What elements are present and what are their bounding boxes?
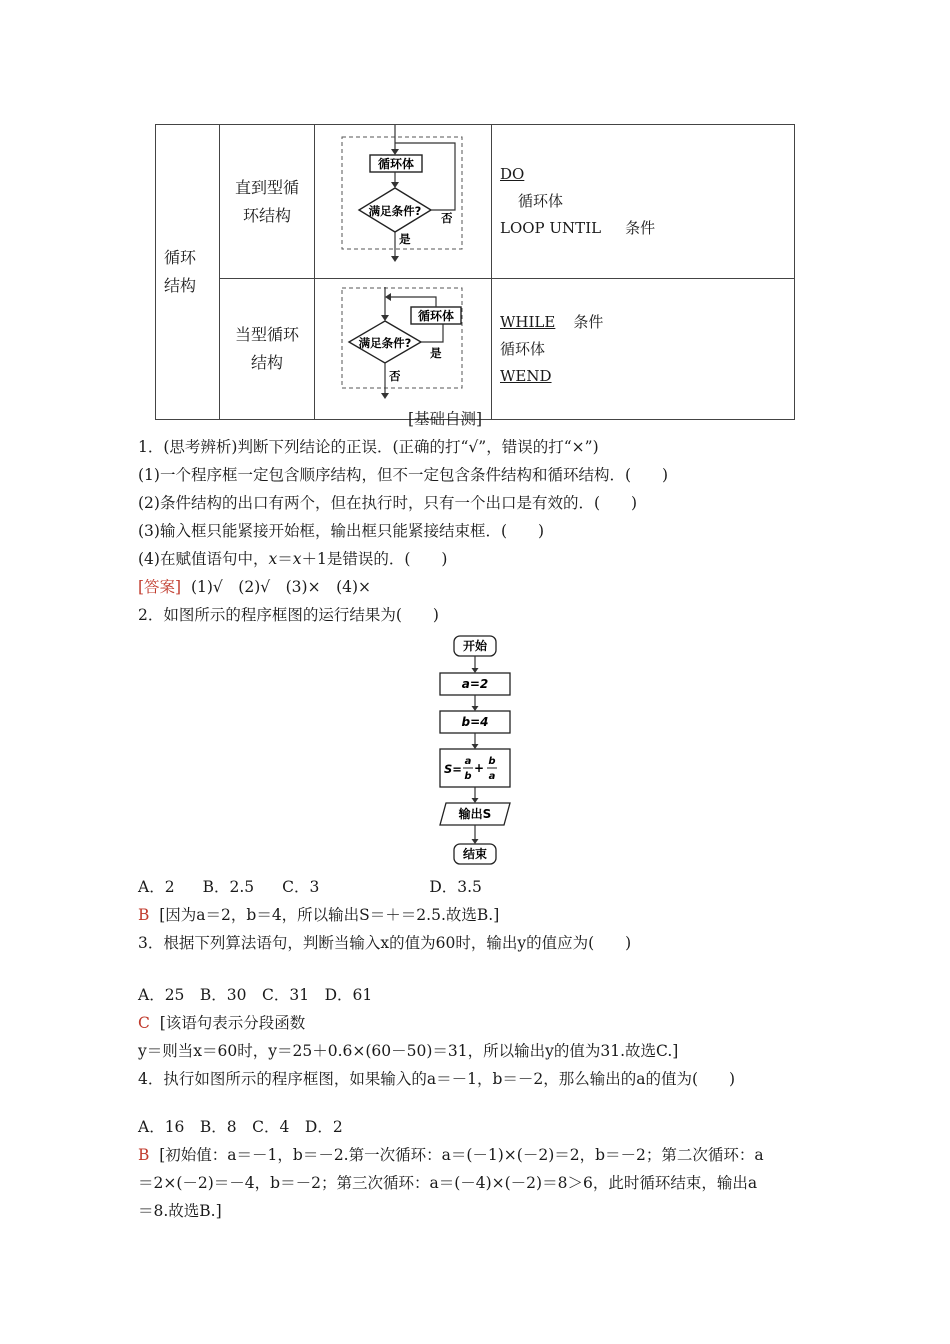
answer-tag: [答案]: [138, 578, 182, 596]
until-kw-do: DO: [500, 165, 525, 183]
while-no-label: 否: [389, 369, 401, 383]
row1-name-cell: [220, 125, 315, 279]
while-code-cond: 条件: [573, 312, 604, 331]
flow-frac1-num: a: [464, 756, 472, 767]
row1-chart-cell: [315, 125, 492, 279]
flow-end-text: 结束: [462, 847, 488, 861]
flow-output-text: 输出S: [458, 807, 492, 821]
q2-option-b: B．2.5: [202, 878, 255, 896]
while-code-body: 循环体: [500, 339, 546, 358]
flow-frac2-num: b: [488, 756, 496, 767]
until-code-cond: 条件: [625, 219, 656, 237]
flow-plus: +: [473, 761, 485, 775]
q3-options: A．25 B．30 C．31 D．61: [138, 986, 373, 1004]
flow-assign-a-text: a=2: [461, 677, 489, 691]
q1-item-2: (2)条件结构的出口有两个，但在执行时，只有一个出口是有效的．( ): [138, 494, 638, 512]
q2-explanation: [因为a＝2，b＝4，所以输出S＝＋＝2.5.故选B.]: [159, 906, 500, 924]
q4-explanation-1: [初始值：a＝－1，b＝－2.第一次循环：a＝(－1)×(－2)＝2，b＝－2；第二次循环：a: [159, 1146, 764, 1164]
q1-item-3: (3)输入框只能紧接开始框，输出框只能紧接结束框．( ): [138, 522, 545, 540]
q1-stem: 1．(思考辨析)判断下列结论的正误．(正确的打“√”，错误的打“×”): [138, 438, 599, 456]
while-kw-wend: WEND: [500, 366, 552, 385]
q2-option-a: A．2: [138, 878, 175, 896]
q1-answer-text: (1)√ (2)√ (3)× (4)×: [190, 578, 372, 596]
while-body-text: 循环体: [417, 309, 455, 323]
q4-explanation-3: ＝8.故选B.]: [138, 1202, 222, 1220]
flow-s-lhs: S=: [444, 762, 462, 776]
q2-stem: 2．如图所示的程序框图的运行结果为( ): [138, 606, 439, 624]
q1-answer: [138, 576, 371, 598]
q3-answer-letter: C: [138, 1014, 150, 1032]
category-cell: [156, 125, 220, 420]
q3-explanation-2: y＝则当x＝60时，y＝25＋0.6×(60－50)＝31，所以输出y的值为31.故选C.]: [138, 1042, 679, 1060]
row2-name: 当型循环 结构: [234, 325, 299, 372]
until-body-text: 循环体: [377, 157, 415, 171]
row1-name: 直到型循 环结构: [234, 177, 299, 225]
flow-frac1-den: b: [464, 771, 472, 782]
q4-options: A．16 B．8 C．4 D．2: [138, 1118, 343, 1136]
flow-assign-b-text: b=4: [461, 715, 489, 729]
loop-structure-table: [155, 124, 795, 420]
q1-item-4: (4)在赋值语句中，x＝x＋1是错误的．( ): [138, 550, 448, 568]
row2-code-cell: [492, 279, 795, 420]
q4-solution-1: [138, 1144, 764, 1166]
q2-solution: [138, 904, 499, 926]
q2-option-d: D．3.5: [429, 878, 482, 896]
until-condition-text: 满足条件?: [368, 204, 422, 218]
row1-code-cell: [492, 125, 795, 279]
until-kw-loop: LOOP UNTIL: [500, 219, 602, 237]
q4-explanation-2: ＝2×(－2)＝－4，b＝－2；第三次循环：a＝(－4)×(－2)＝8＞6，此时循环结束，输出a: [138, 1174, 758, 1192]
flow-frac2-den: a: [488, 771, 496, 782]
q2-options: [138, 876, 482, 898]
while-kw-while: WHILE: [500, 312, 556, 331]
category-label: 循环 结构: [164, 248, 197, 295]
q2-option-c: C．3: [282, 878, 320, 896]
until-loop-flowchart: [315, 125, 491, 274]
q1-item-1: (1)一个程序框一定包含顺序结构，但不一定包含条件结构和循环结构．( ): [138, 466, 669, 484]
while-yes-label: 是: [430, 346, 442, 360]
until-code: [492, 161, 794, 242]
q3-stem: 3．根据下列算法语句，判断当输入x的值为60时，输出y的值应为( ): [138, 934, 632, 952]
until-no-label: 否: [441, 211, 453, 225]
flow-start-text: 开始: [462, 639, 488, 653]
q4-stem: 4．执行如图所示的程序框图，如果输入的a＝－1，b＝－2，那么输出的a的值为( ): [138, 1070, 736, 1088]
q3-explanation-1: [该语句表示分段函数: [159, 1014, 306, 1032]
while-loop-flowchart: [315, 279, 491, 415]
while-condition-text: 满足条件?: [358, 336, 412, 350]
section-title: [基础自测]: [408, 410, 483, 428]
row2-name-cell: [220, 279, 315, 420]
q2-flowchart: [430, 632, 520, 870]
while-code: [492, 309, 794, 390]
until-code-body: 循环体: [518, 192, 564, 210]
q2-answer-letter: B: [138, 906, 150, 924]
q4-answer-letter: B: [138, 1146, 150, 1164]
until-yes-label: 是: [399, 232, 411, 246]
q3-solution-1: [138, 1012, 305, 1034]
row2-chart-cell: [315, 279, 492, 420]
